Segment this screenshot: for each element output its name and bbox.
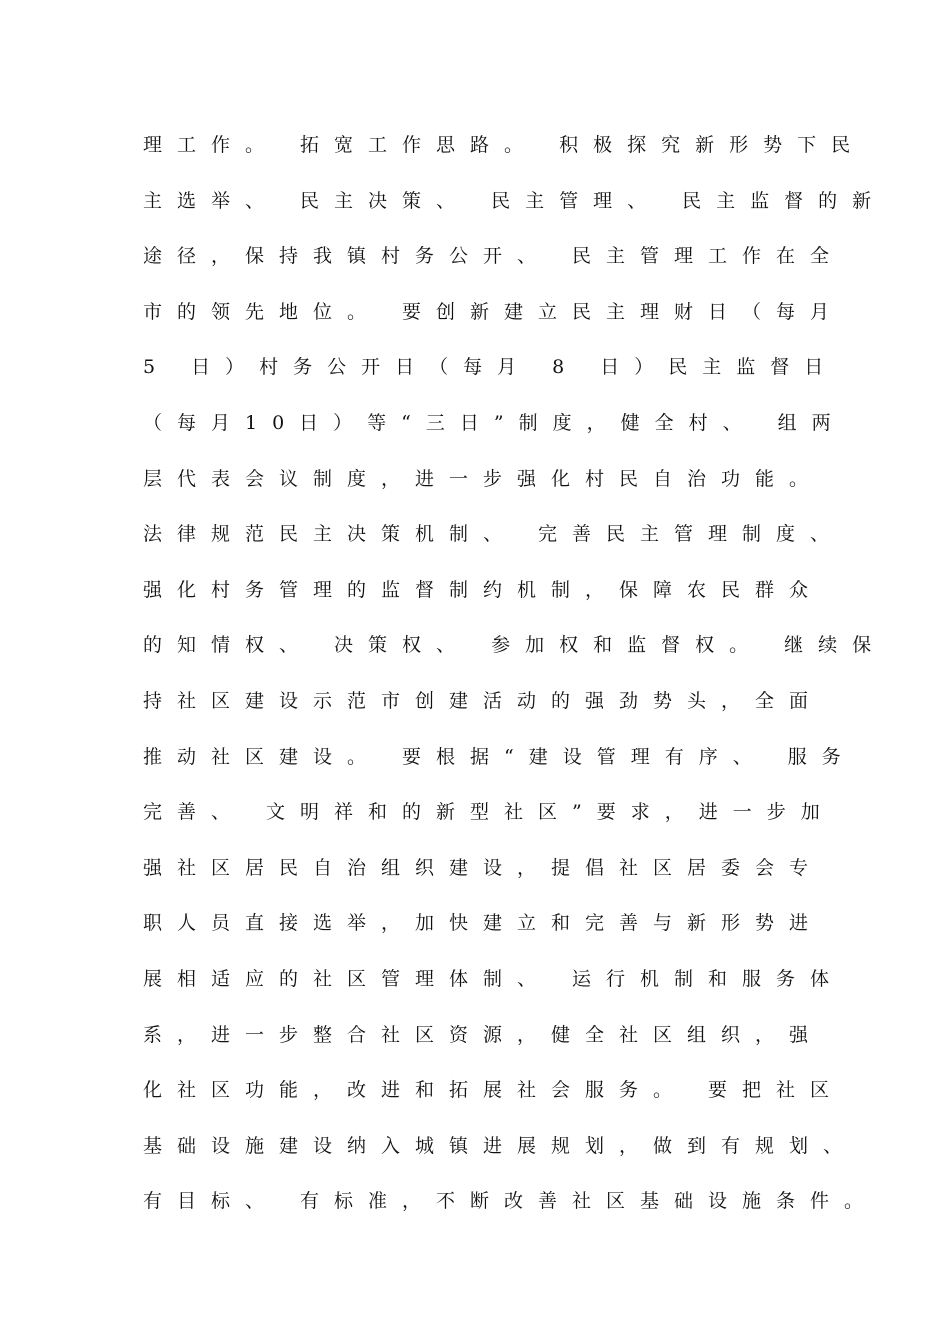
text-line: 理工作。 拓宽工作思路。 积极探究新形势下民 <box>143 134 866 156</box>
text-line: 强化村务管理的监督制约机制，保障农民群众 <box>143 578 824 601</box>
text-line: 市的领先地位。 要创新建立民主理财日（每月 <box>143 300 845 323</box>
text-line: 系，进一步整合社区资源，健全社区组织，强 <box>143 1023 824 1046</box>
body-text <box>143 127 887 1239</box>
text-line: 的知情权、 决策权、 参加权和监督权。 继续保 <box>143 634 887 657</box>
text-line: 化社区功能，改进和拓展社会服务。 要把社区 <box>143 1079 845 1102</box>
text-line: 持社区建设示范市创建活动的强劲势头，全面 <box>143 689 824 712</box>
text-line: 基础设施建设纳入城镇进展规划，做到有规划、 <box>143 1134 858 1157</box>
text-line: 完善、 文明祥和的新型社区”要求，进一步加 <box>143 801 835 824</box>
text-line: 推动社区建设。 要根据“建设管理有序、 服务 <box>143 745 856 768</box>
text-line: 职人员直接选举，加快建立和完善与新形势进 <box>143 912 824 935</box>
text-line: 展相适应的社区管理体制、 运行机制和服务体 <box>143 967 845 990</box>
text-line: 主选举、 民主决策、 民主管理、 民主监督的新 <box>143 189 887 212</box>
text-line: 层代表会议制度，进一步强化村民自治功能。 <box>143 467 824 490</box>
text-line: 强社区居民自治组织建设，提倡社区居委会专 <box>143 856 824 879</box>
text-line: 5 日）村务公开日（每月 8 日）民主监督日 <box>143 356 839 379</box>
text-line: 有目标、 有标准，不断改善社区基础设施条件。 <box>143 1190 879 1213</box>
text-line: （每月10日）等“三日”制度，健全村、 组两 <box>143 411 846 434</box>
text-line: 法律规范民主决策机制、 完善民主管理制度、 <box>143 523 845 546</box>
text-line: 途径，保持我镇村务公开、 民主管理工作在全 <box>143 245 845 268</box>
